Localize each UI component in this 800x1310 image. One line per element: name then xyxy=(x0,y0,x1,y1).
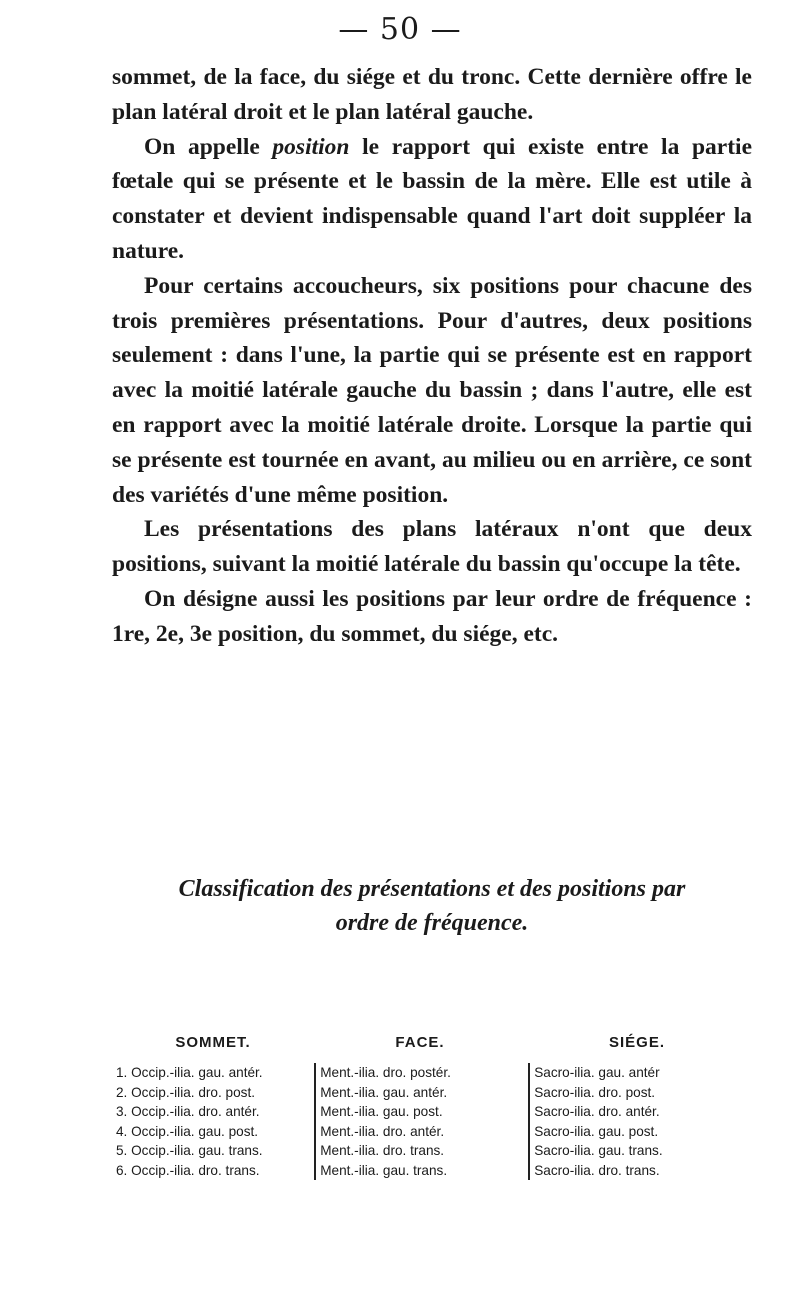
body-text xyxy=(112,60,752,652)
table-cell: 1. Occip.-ilia. gau. antér. xyxy=(116,1065,263,1080)
section-title-line-1: Classification des présentations et des positions par xyxy=(178,876,686,902)
column-face xyxy=(314,1063,528,1180)
table-cell: 2. Occip.-ilia. dro. post. xyxy=(116,1084,256,1100)
table-cell: Sacro-ilia. dro. trans. xyxy=(534,1162,660,1178)
paragraph-2-rest: le rapport qui existe entre la partie fœtale qui se présente et le bassin de la mère. Elle est utile à constater et devient indispensable quand l'art doit suppléer la nature. xyxy=(112,133,752,264)
table-cell: Sacro-ilia. gau. post. xyxy=(534,1123,659,1139)
table-cell: 4. Occip.-ilia. gau. post. xyxy=(116,1123,259,1139)
section-title-line-2: ordre de fréquence. xyxy=(335,910,529,936)
header-siege: SIÉGE. xyxy=(608,1034,666,1051)
header-face: FACE. xyxy=(395,1034,445,1051)
table-cell: Ment.-ilia. gau. trans. xyxy=(320,1162,448,1178)
table-cell: Ment.-ilia. dro. antér. xyxy=(320,1123,445,1139)
term-position: position xyxy=(272,133,350,160)
column-sommet xyxy=(112,1063,314,1180)
column-siege xyxy=(528,1063,752,1180)
table-cell: 5. Occip.-ilia. gau. trans. xyxy=(116,1143,263,1158)
paragraph-2-lead: On appelle xyxy=(144,133,273,160)
page-number: — 50 — xyxy=(338,12,462,47)
section-title xyxy=(112,872,752,940)
table-cell: Ment.-ilia. dro. trans. xyxy=(320,1143,445,1158)
paragraph-5: On désigne aussi les positions par leur ordre de fréquence : 1re, 2e, 3e position, du sommet, du siége, etc. xyxy=(112,585,752,647)
table-cell: Ment.-ilia. gau. post. xyxy=(320,1104,443,1119)
table-body xyxy=(112,1063,752,1180)
paragraph-1: sommet, de la face, du siége et du tronc. Cette dernière offre le plan latéral droit et le plan latéral gauche. xyxy=(112,64,752,125)
table-cell: 6. Occip.-ilia. dro. trans. xyxy=(116,1162,260,1178)
header-sommet: SOMMET. xyxy=(175,1034,251,1051)
table-cell: Ment.-ilia. gau. antér. xyxy=(320,1084,448,1100)
table-cell: Sacro-ilia. gau. antér xyxy=(534,1065,660,1080)
table-headers xyxy=(112,1034,752,1051)
table-cell: Sacro-ilia. dro. post. xyxy=(534,1084,656,1100)
table-cell: Sacro-ilia. gau. trans. xyxy=(534,1143,663,1158)
table-cell: Sacro-ilia. dro. antér. xyxy=(534,1104,660,1119)
paragraph-2 xyxy=(112,130,752,269)
paragraph-4: Les présentations des plans latéraux n'ont que deux positions, suivant la moitié latérale du bassin qu'occupe la tête. xyxy=(112,516,752,578)
table-cell: 3. Occip.-ilia. dro. antér. xyxy=(116,1104,260,1119)
paragraph-3: Pour certains accoucheurs, six positions pour chacune des trois premières présentations. Pour d'autres, deux positions seulement : dans l'une, la partie qui se présente est en rapport avec la moitié latérale gauche du bassin ; dans l'autre, elle est en rapport avec la moitié latérale droite. Lorsque la partie qui se présente est tournée en avant, au milieu ou en arrière, ce sont des variétés d'une même position. xyxy=(112,272,752,508)
table-cell: Ment.-ilia. dro. postér. xyxy=(320,1065,451,1080)
classification-table xyxy=(112,1034,752,1180)
